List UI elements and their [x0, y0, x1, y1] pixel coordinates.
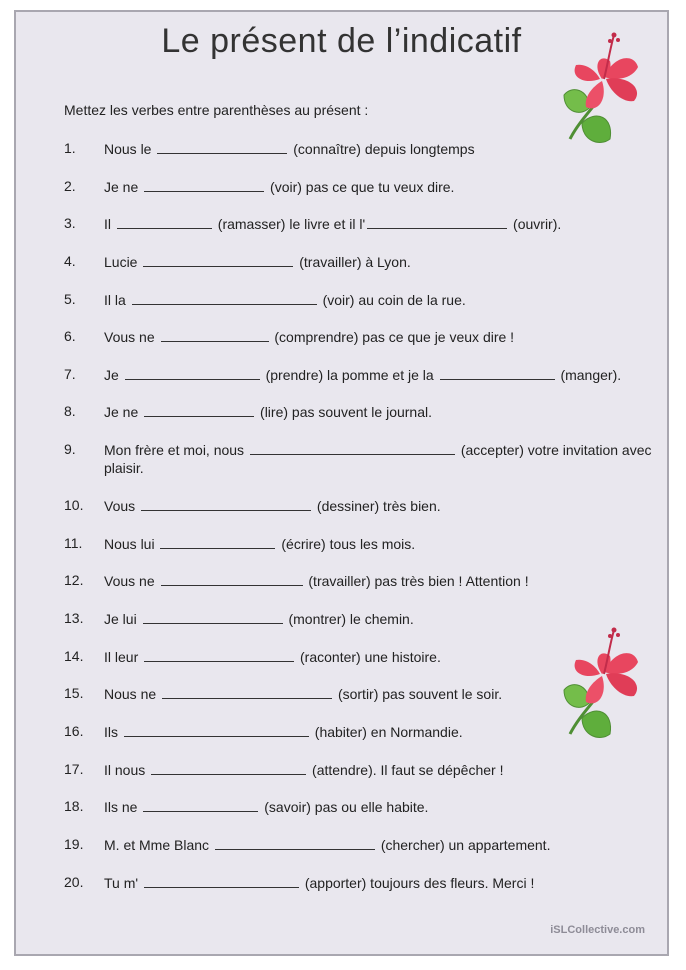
- exercise-text: Nous ne: [104, 686, 157, 702]
- watermark: iSLCollective.com: [550, 924, 645, 936]
- answer-blank[interactable]: [132, 291, 317, 305]
- exercise-number: 12.: [64, 572, 84, 588]
- verb-hint: (écrire) tous les mois.: [281, 536, 416, 552]
- verb-hint: (comprendre) pas ce que je veux dire !: [274, 329, 515, 345]
- exercise-text: Ils: [104, 724, 118, 740]
- exercise-number: 11.: [64, 535, 83, 551]
- exercise-number: 4.: [64, 253, 76, 269]
- worksheet: [14, 10, 669, 956]
- answer-blank[interactable]: [160, 535, 275, 549]
- answer-blank[interactable]: [215, 836, 375, 850]
- answer-blank[interactable]: [144, 178, 264, 192]
- exercise-text: Mon frère et moi, nous: [104, 442, 245, 458]
- answer-blank[interactable]: [367, 215, 507, 229]
- verb-hint: (ouvrir).: [513, 216, 562, 232]
- exercise-number: 19.: [64, 836, 84, 852]
- verb-hint: (dessiner) très bien.: [316, 498, 441, 514]
- answer-blank[interactable]: [144, 874, 299, 888]
- exercise-text: Vous ne: [104, 573, 155, 589]
- exercise-number: 16.: [64, 723, 84, 739]
- exercise-number: 7.: [64, 366, 76, 382]
- exercise-number: 13.: [64, 610, 84, 626]
- verb-hint: (prendre) la pomme et je la: [265, 367, 434, 383]
- verb-hint: (montrer) le chemin.: [288, 611, 414, 627]
- exercise-text: Il leur: [104, 649, 139, 665]
- exercise-text: Je ne: [104, 404, 139, 420]
- answer-blank[interactable]: [151, 761, 306, 775]
- exercise-number: 10.: [64, 497, 84, 513]
- answer-blank[interactable]: [161, 328, 269, 342]
- exercise-text: M. et Mme Blanc: [104, 837, 210, 853]
- exercise-text: Ils ne: [104, 799, 138, 815]
- answer-blank[interactable]: [141, 497, 311, 511]
- exercise-number: 17.: [64, 761, 84, 777]
- answer-blank[interactable]: [250, 441, 455, 455]
- verb-hint: (habiter) en Normandie.: [314, 724, 463, 740]
- answer-blank[interactable]: [124, 723, 309, 737]
- verb-hint: (travailler) à Lyon.: [299, 254, 411, 270]
- exercise-text: Vous ne: [104, 329, 155, 345]
- verb-hint: (savoir) pas ou elle habite.: [264, 799, 429, 815]
- answer-blank[interactable]: [144, 648, 294, 662]
- verb-hint: (travailler) pas très bien ! Attention !: [308, 573, 529, 589]
- answer-blank[interactable]: [162, 685, 332, 699]
- verb-hint: (lire) pas souvent le journal.: [260, 404, 433, 420]
- exercise-text: Lucie: [104, 254, 138, 270]
- exercise-number: 14.: [64, 648, 84, 664]
- verb-hint: (chercher) un appartement.: [380, 837, 551, 853]
- answer-blank[interactable]: [157, 140, 287, 154]
- verb-hint: (ramasser) le livre et il l': [217, 216, 366, 232]
- exercise-number: 9.: [64, 441, 76, 457]
- answer-blank[interactable]: [125, 366, 260, 380]
- verb-hint: (voir) pas ce que tu veux dire.: [270, 179, 455, 195]
- exercise-text: Je lui: [104, 611, 137, 627]
- instructions: Mettez les verbes entre parenthèses au présent :: [64, 102, 369, 118]
- page-title: Le présent de l’indicatif: [161, 22, 522, 60]
- answer-blank[interactable]: [117, 215, 212, 229]
- verb-hint: (connaître) depuis longtemps: [293, 141, 475, 157]
- exercise-number: 15.: [64, 685, 84, 701]
- exercise-text: Je: [104, 367, 119, 383]
- exercise-number: 18.: [64, 798, 84, 814]
- exercise-text: Tu m': [104, 875, 139, 891]
- verb-hint: (manger).: [560, 367, 622, 383]
- exercise-number: 1.: [64, 140, 76, 156]
- answer-blank[interactable]: [143, 610, 283, 624]
- exercise-number: 20.: [64, 874, 84, 890]
- exercise-text: Il: [104, 216, 111, 232]
- verb-hint: (voir) au coin de la rue.: [322, 292, 466, 308]
- answer-blank[interactable]: [143, 253, 293, 267]
- verb-hint: (sortir) pas souvent le soir.: [337, 686, 503, 702]
- exercise-list: [16, 12, 667, 954]
- verb-hint: (accepter) votre invitation avec plaisir.: [104, 442, 652, 476]
- verb-hint: (apporter) toujours des fleurs. Merci !: [304, 875, 535, 891]
- exercise-text: Il la: [104, 292, 126, 308]
- answer-blank[interactable]: [440, 366, 555, 380]
- exercise-number: 6.: [64, 328, 76, 344]
- verb-hint: (raconter) une histoire.: [300, 649, 441, 665]
- exercise-text: Nous le: [104, 141, 152, 157]
- exercise-number: 2.: [64, 178, 76, 194]
- exercise-number: 8.: [64, 403, 76, 419]
- exercise-number: 3.: [64, 215, 76, 231]
- answer-blank[interactable]: [143, 798, 258, 812]
- verb-hint: (attendre). Il faut se dépêcher !: [312, 762, 504, 778]
- exercise-text: Il nous: [104, 762, 146, 778]
- exercise-text: Je ne: [104, 179, 139, 195]
- exercise-text: Nous lui: [104, 536, 155, 552]
- exercise-text: Vous: [104, 498, 136, 514]
- answer-blank[interactable]: [144, 403, 254, 417]
- answer-blank[interactable]: [161, 572, 303, 586]
- exercise-number: 5.: [64, 291, 76, 307]
